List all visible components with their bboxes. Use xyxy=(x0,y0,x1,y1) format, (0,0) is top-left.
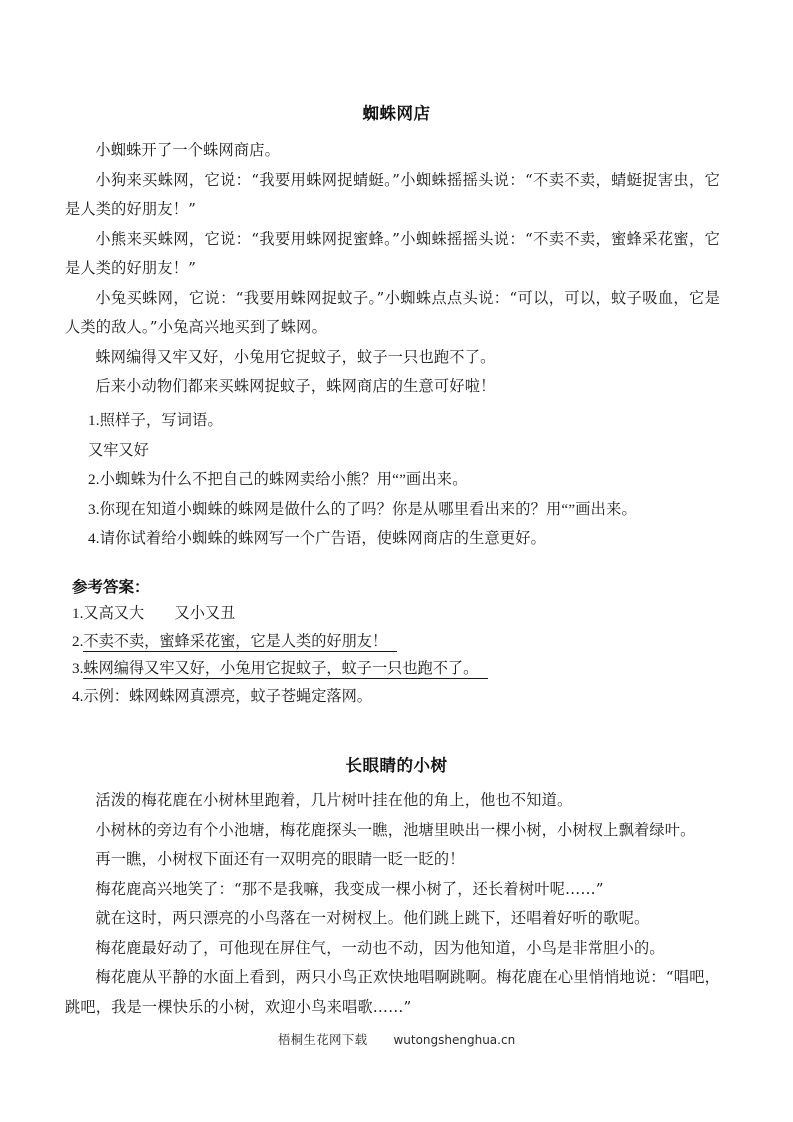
article-2-title: 长眼睛的小树 xyxy=(345,756,448,775)
answer-text: 又高又大 又小又丑 xyxy=(83,605,236,622)
answer-item xyxy=(72,655,732,683)
question-item: 2.小蜘蛛为什么不把自己的蛛网卖给小熊？用“”画出来。 xyxy=(88,471,468,488)
answer-text: 蛛网编得又牢又好，小兔用它捉蚊子，蚊子一只也跑不了。 xyxy=(83,660,488,679)
answer-text: 不卖不卖，蜜蜂采花蜜，它是人类的好朋友！ xyxy=(83,633,397,652)
question-item: 3.你现在知道小蜘蛛的蛛网是做什么的了吗？你是从哪里看出来的？用“”画出来。 xyxy=(88,500,637,518)
answer-text: 示例：蛛网蛛网真漂亮，蚊子苍蝇定落网。 xyxy=(83,687,372,705)
paragraph: 小狗来买蛛网，它说：“我要用蛛网捉蜻蜓。”小蜘蛛摇摇头说：“不卖不卖，蜻蜓捉害虫，它是人类的好朋友！” xyxy=(65,170,720,218)
paragraph: 蛛网编得又牢又好，小兔用它捉蚊子，蚊子一只也跑不了。 xyxy=(95,347,496,366)
answer-number: 2. xyxy=(72,632,84,650)
question-item: 1.照样子，写词语。 xyxy=(88,412,223,429)
article-1-questions xyxy=(88,406,728,554)
question-item: 4.请你试着给小蜘蛛的蛛网写一个广告语，使蛛网商店的生意更好。 xyxy=(88,530,547,547)
article-2-body xyxy=(65,786,720,1022)
answer-number: 4. xyxy=(72,687,84,705)
paragraph: 小树林的旁边有个小池塘，梅花鹿探头一瞧，池塘里映出一棵小树，小树杈上飘着绿叶。 xyxy=(95,820,696,839)
paragraph: 就在这时，两只漂亮的小鸟落在一对树杈上。他们跳上跳下，还唱着好听的歌呢。 xyxy=(95,909,650,927)
paragraph: 小兔买蛛网，它说：“我要用蛛网捉蚊子。”小蜘蛛点点头说：“可以，可以，蚊子吸血，它是人类的敌人。”小兔高兴地买到了蛛网。 xyxy=(65,288,720,336)
answer-key-section xyxy=(72,574,732,710)
footer-site-name: 梧桐生花网下载 xyxy=(277,1033,368,1047)
paragraph: 活泼的梅花鹿在小树林里跑着，几片树叶挂在他的角上，他也不知道。 xyxy=(95,791,573,809)
question-sample-word: 又牢又好 xyxy=(88,441,149,459)
paragraph: 小熊来买蛛网，它说：“我要用蛛网捉蜜蜂。”小蜘蛛摇摇头说：“不卖不卖，蜜蜂采花蜜，它是人类的好朋友！” xyxy=(65,229,720,277)
paragraph: 小蜘蛛开了一个蛛网商店。 xyxy=(95,141,281,159)
paragraph: 再一瞧，小树杈下面还有一双明亮的眼睛一眨一眨的！ xyxy=(95,850,465,868)
answer-number: 1. xyxy=(72,605,84,622)
answer-item xyxy=(72,600,732,628)
footer-url: wutongshenghua.cn xyxy=(393,1033,516,1047)
article-1-body xyxy=(65,136,720,402)
answer-number: 3. xyxy=(72,660,84,677)
page-footer xyxy=(40,1030,753,1048)
paragraph: 梅花鹿高兴地笑了：“那不是我嘛，我变成一棵小树了，还长着树叶呢……” xyxy=(95,879,604,898)
paragraph: 后来小动物们都来买蛛网捉蚊子，蛛网商店的生意可好啦！ xyxy=(95,377,496,395)
article-1-title: 蜘蛛网店 xyxy=(362,104,431,123)
answer-key-heading: 参考答案： xyxy=(72,578,150,596)
paragraph: 梅花鹿从平静的水面上看到，两只小鸟正欢快地唱啊跳啊。梅花鹿在心里悄悄地说：“唱吧，跳吧，我是一棵快乐的小树，欢迎小鸟来唱歌……” xyxy=(65,968,720,1016)
answer-item xyxy=(72,683,732,711)
answer-item xyxy=(72,628,732,656)
paragraph: 梅花鹿最好动了，可他现在屏住气，一动也不动，因为他知道，小鸟是非常胆小的。 xyxy=(95,938,665,957)
